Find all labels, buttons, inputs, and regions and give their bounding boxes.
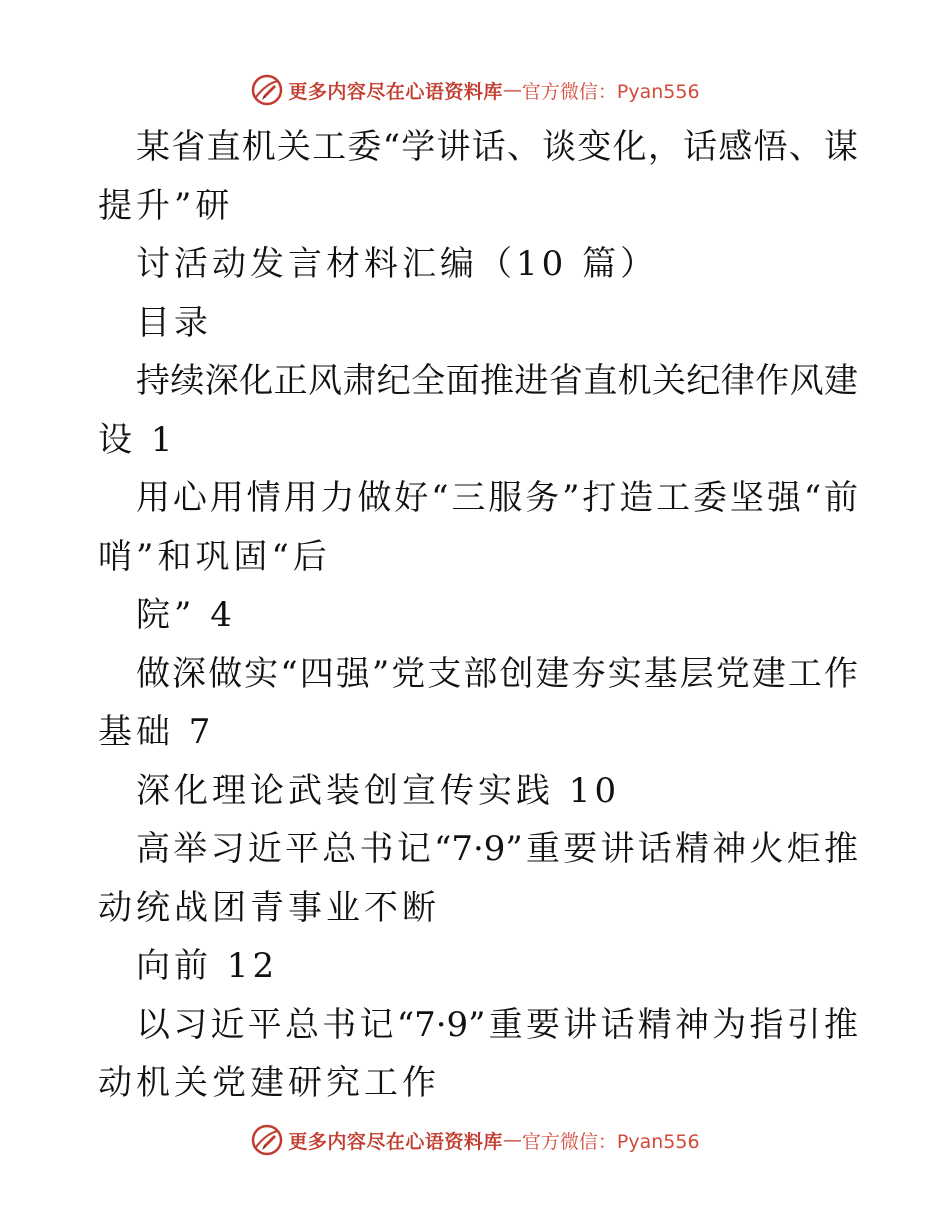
toc-entry-6-line-1: 以习近平总书记“7·9”重要讲话精神为指引推 [136,1004,858,1045]
document-body [98,118,858,1113]
footer-watermark [0,1120,950,1160]
doc-title-line-3: 讨活动发言材料汇编（10 篇） [136,244,659,284]
doc-title-line-2: 提升”研 [98,185,234,226]
toc-entry-5-line-2: 动统战团青事业不断 [98,887,440,928]
toc-entry-1-line-2: 设 1 [98,419,177,460]
toc-entry-6-line-2: 动机关党建研究工作 [98,1063,440,1103]
doc-title-line-1: 某省直机关工委“学讲话、谈变化，话感悟、谋 [136,127,858,167]
toc-entry-5-line-1: 高举习近平总书记“7·9”重要讲话精神火炬推 [136,829,858,869]
watermark-contact: 官方微信：Pyan556 [521,1130,700,1153]
toc-heading: 目录 [136,302,212,343]
watermark-separator: — [502,1129,522,1151]
watermark-separator: — [502,79,522,101]
header-watermark [0,70,950,110]
toc-entry-3-line-1: 做深做实“四强”党支部创建夯实基层党建工作 [136,653,858,694]
watermark-brand: 更多内容尽在心语资料库 [288,80,503,103]
watermark-contact: 官方微信：Pyan556 [521,80,700,103]
toc-entry-4: 深化理论武装创宣传实践 10 [136,770,621,811]
pen-circle-logo-icon [250,1123,284,1157]
toc-entry-2-line-1: 用心用情用力做好“三服务”打造工委坚强“前 [136,478,858,518]
toc-entry-2-line-3: 院” 4 [136,595,236,635]
toc-entry-2-line-2: 哨”和巩固“后 [98,536,331,577]
toc-entry-1-line-1: 持续深化正风肃纪全面推进省直机关纪律作风建 [136,361,858,401]
toc-entry-3-line-2: 基础 7 [98,712,215,752]
watermark-brand: 更多内容尽在心语资料库 [288,1130,503,1153]
pen-circle-logo-icon [250,73,284,107]
toc-entry-5-line-3: 向前 12 [136,946,279,986]
